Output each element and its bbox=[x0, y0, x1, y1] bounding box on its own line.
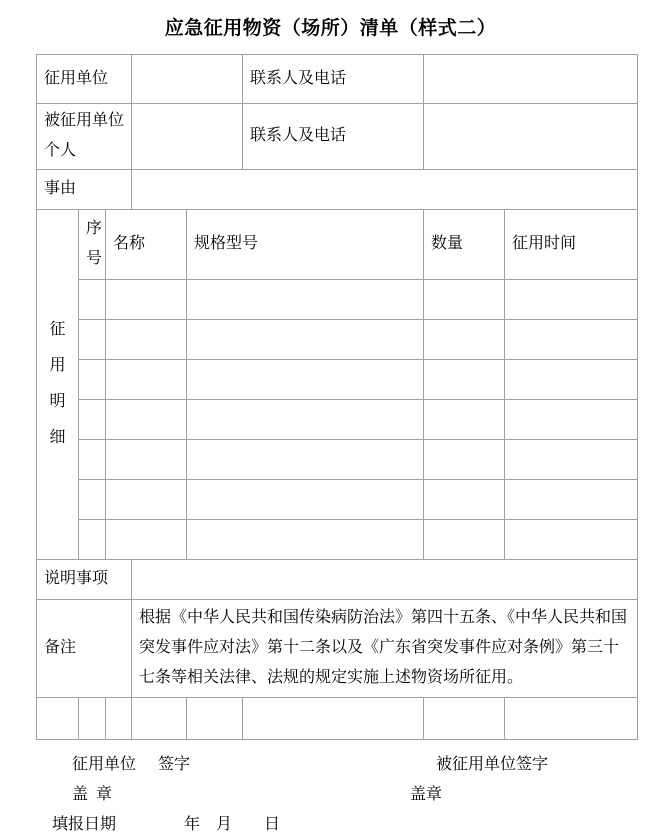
detail-name-cell[interactable] bbox=[106, 279, 187, 319]
footer-month-label: 月 bbox=[216, 815, 233, 833]
requisition-unit-label: 征用单位 bbox=[37, 55, 132, 104]
detail-quantity-cell[interactable] bbox=[424, 439, 505, 479]
bottom-row-cell[interactable] bbox=[424, 697, 505, 739]
footer-sign-text: 签字 bbox=[158, 755, 191, 773]
detail-index-cell[interactable] bbox=[79, 279, 106, 319]
detail-time-cell[interactable] bbox=[505, 279, 638, 319]
detail-spec-cell[interactable] bbox=[187, 279, 424, 319]
detail-name-cell[interactable] bbox=[106, 519, 187, 559]
detail-index-cell[interactable] bbox=[79, 399, 106, 439]
header-name: 名称 bbox=[106, 209, 187, 279]
header-spec: 规格型号 bbox=[187, 209, 424, 279]
detail-name-cell[interactable] bbox=[106, 439, 187, 479]
signature-line bbox=[0, 748, 661, 778]
detail-empty-row bbox=[37, 359, 638, 399]
detail-section-label: 征用明细 bbox=[37, 209, 79, 559]
requisition-unit-value-cell[interactable] bbox=[132, 55, 243, 104]
reason-value-cell[interactable] bbox=[132, 169, 638, 209]
detail-quantity-cell[interactable] bbox=[424, 519, 505, 559]
detail-spec-cell[interactable] bbox=[187, 319, 424, 359]
fill-date-line bbox=[0, 808, 661, 838]
footer-seal-left-text: 盖 章 bbox=[72, 785, 113, 803]
contact-value-cell-2[interactable] bbox=[424, 104, 638, 170]
detail-time-cell[interactable] bbox=[505, 319, 638, 359]
detail-name-cell[interactable] bbox=[106, 479, 187, 519]
bottom-row-cell[interactable] bbox=[132, 697, 187, 739]
detail-time-cell[interactable] bbox=[505, 479, 638, 519]
contact-label-1: 联系人及电话 bbox=[243, 55, 424, 104]
header-time: 征用时间 bbox=[505, 209, 638, 279]
detail-name-cell[interactable] bbox=[106, 359, 187, 399]
detail-index-cell[interactable] bbox=[79, 359, 106, 399]
detail-time-cell[interactable] bbox=[505, 519, 638, 559]
bottom-row-cell[interactable] bbox=[37, 697, 79, 739]
detail-spec-cell[interactable] bbox=[187, 399, 424, 439]
footer-requisitioned-sign-text: 被征用单位签字 bbox=[436, 755, 549, 773]
detail-name-cell[interactable] bbox=[106, 399, 187, 439]
detail-time-cell[interactable] bbox=[505, 399, 638, 439]
bottom-row-cell[interactable] bbox=[106, 697, 132, 739]
detail-spec-cell[interactable] bbox=[187, 479, 424, 519]
notes-row bbox=[37, 559, 638, 599]
detail-quantity-cell[interactable] bbox=[424, 359, 505, 399]
contact-label-2: 联系人及电话 bbox=[243, 104, 424, 170]
footer bbox=[0, 748, 661, 838]
bottom-row-cell[interactable] bbox=[187, 697, 243, 739]
page-title: 应急征用物资（场所）清单（样式二） bbox=[164, 18, 497, 39]
requisition-unit-row bbox=[37, 55, 638, 104]
bottom-row-cell[interactable] bbox=[243, 697, 424, 739]
detail-spec-cell[interactable] bbox=[187, 439, 424, 479]
detail-quantity-cell[interactable] bbox=[424, 399, 505, 439]
bottom-row-cell[interactable] bbox=[79, 697, 106, 739]
detail-time-cell[interactable] bbox=[505, 439, 638, 479]
requisition-form-table bbox=[36, 54, 638, 740]
reason-row bbox=[37, 169, 638, 209]
header-quantity: 数量 bbox=[424, 209, 505, 279]
bottom-empty-row bbox=[37, 697, 638, 739]
notes-value-cell[interactable] bbox=[132, 559, 638, 599]
detail-empty-row bbox=[37, 279, 638, 319]
detail-empty-row bbox=[37, 399, 638, 439]
detail-name-cell[interactable] bbox=[106, 319, 187, 359]
remarks-content: 根据《中华人民共和国传染病防治法》第四十五条、《中华人民共和国突发事件应对法》第十二条以及《广东省突发事件应对条例》第三十七条等相关法律、法规的规定实施上述物资场所征用。 bbox=[132, 599, 638, 697]
requisitioned-party-label: 被征用单位个人 bbox=[37, 104, 132, 170]
detail-empty-row bbox=[37, 439, 638, 479]
notes-label: 说明事项 bbox=[37, 559, 132, 599]
contact-value-cell-1[interactable] bbox=[424, 55, 638, 104]
footer-year-label: 年 bbox=[184, 815, 201, 833]
detail-index-cell[interactable] bbox=[79, 439, 106, 479]
remarks-row bbox=[37, 599, 638, 697]
detail-empty-row bbox=[37, 519, 638, 559]
header-index: 序号 bbox=[79, 209, 106, 279]
footer-fill-date-label: 填报日期 bbox=[52, 815, 117, 833]
detail-spec-cell[interactable] bbox=[187, 359, 424, 399]
detail-quantity-cell[interactable] bbox=[424, 279, 505, 319]
detail-quantity-cell[interactable] bbox=[424, 319, 505, 359]
bottom-row-cell[interactable] bbox=[505, 697, 638, 739]
detail-spec-cell[interactable] bbox=[187, 519, 424, 559]
detail-empty-row bbox=[37, 319, 638, 359]
requisitioned-party-row bbox=[37, 104, 638, 170]
remarks-label: 备注 bbox=[37, 599, 132, 697]
requisitioned-party-value-cell[interactable] bbox=[132, 104, 243, 170]
footer-day-label: 日 bbox=[264, 815, 281, 833]
footer-requisition-unit-text: 征用单位 bbox=[72, 755, 137, 773]
detail-index-cell[interactable] bbox=[79, 479, 106, 519]
detail-quantity-cell[interactable] bbox=[424, 479, 505, 519]
seal-line bbox=[0, 778, 661, 808]
detail-index-cell[interactable] bbox=[79, 519, 106, 559]
detail-header-row bbox=[37, 209, 638, 279]
detail-index-cell[interactable] bbox=[79, 319, 106, 359]
detail-time-cell[interactable] bbox=[505, 359, 638, 399]
detail-empty-row bbox=[37, 479, 638, 519]
footer-seal-right-text: 盖章 bbox=[410, 785, 443, 803]
reason-label: 事由 bbox=[37, 169, 132, 209]
